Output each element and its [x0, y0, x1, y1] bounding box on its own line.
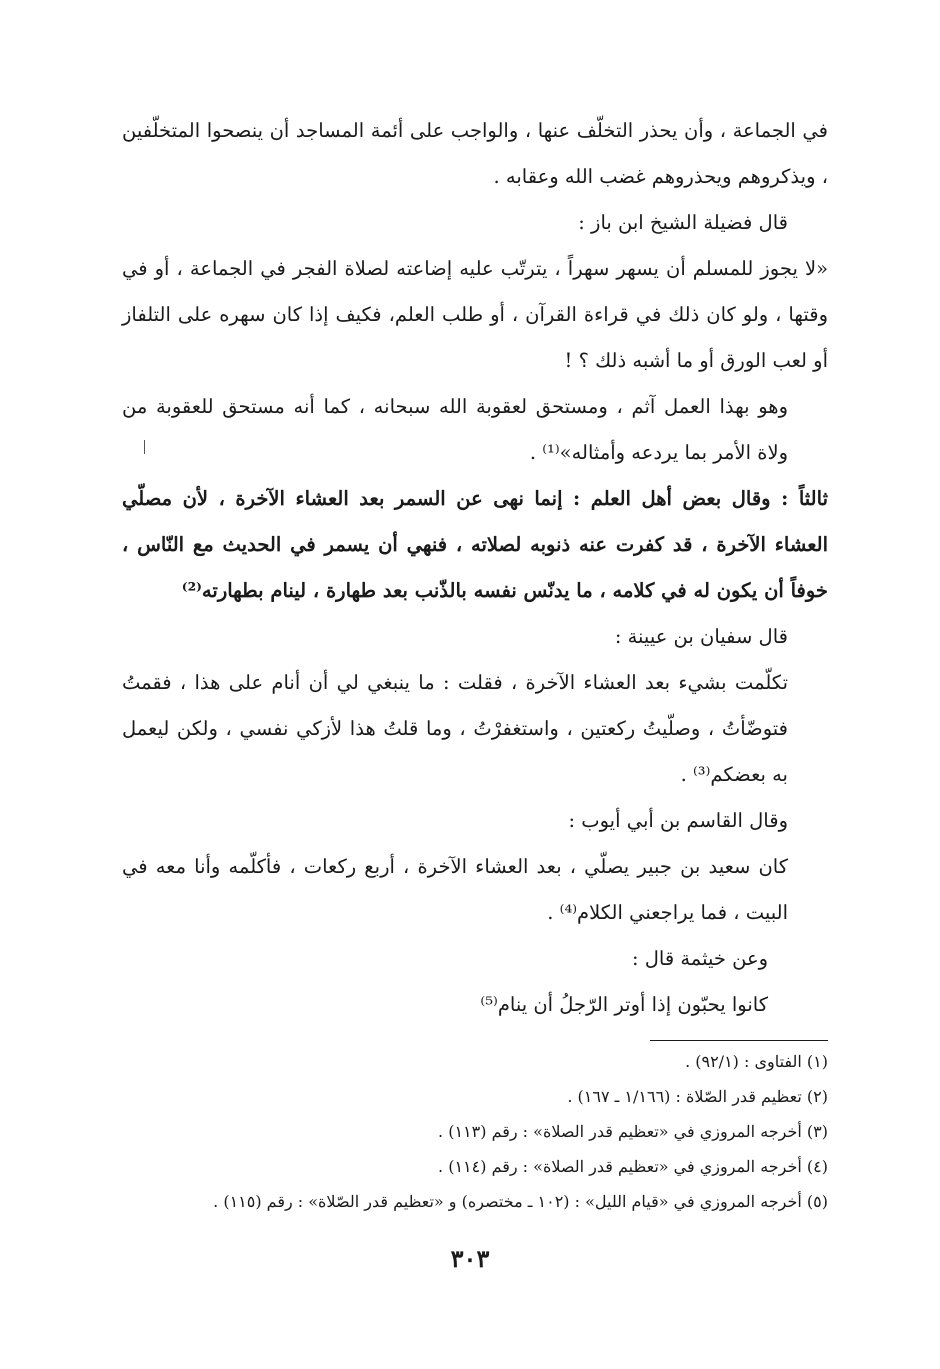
- footnote-4: (٤) أخرجه المروزي في «تعظيم قدر الصلاة» : رقم (١١٤) .: [438, 1157, 828, 1176]
- footnotes: [122, 1044, 828, 1219]
- main-text: [122, 108, 828, 1028]
- footnote-2: (٢) تعظيم قدر الصّلاة : (١/١٦٦ ـ ١٦٧) .: [567, 1087, 828, 1106]
- paragraph-ibn-baz-quote: «لا يجوز للمسلم أن يسهر سهراً ، يترتّب عليه إضاعته لصلاة الفجر في الجماعة ، أو في وقتها ، ولو كان ذلك في قراءة القرآن ، أو طلب العلم، فكيف إذا كان سهره على التلفاز أو لعب الورق أو ما أشبه ذلك ؟ !: [122, 257, 828, 372]
- footnote-1: (١) الفتاوى : (٩٢/١) .: [685, 1052, 828, 1071]
- paragraph-khaythama-intro: وعن خيثمة قال :: [631, 947, 768, 970]
- paragraph-sufyan-intro: قال سفيان بن عيينة :: [614, 625, 788, 648]
- paragraph-thirdly: ثالثاً : وقال بعض أهل العلم : إنما نهى عن السمر بعد العشاء الآخرة ، لأن مصلّي العشاء الآخرة ، قد كفرت عنه ذنوبه لصلاته ، فنهي أن يسمر في الحديث مع النّاس ، خوفاً أن يكون له في كلامه ، ما يدنّس نفسه بالذّنب بعد طهارة ، لينام بطهارته⁽²⁾: [122, 487, 828, 602]
- paragraph-qasim-intro: وقال القاسم بن أبي أيوب :: [568, 809, 788, 832]
- scan-mark: [144, 440, 145, 454]
- paragraph-congregation: في الجماعة ، وأن يحذر التخلّف عنها ، والواجب على أئمة المساجد أن ينصحوا المتخلّفين ، ويذكروهم ويحذروهم غضب الله وعقابه .: [122, 119, 828, 188]
- page-number: ٣٠٣: [450, 1244, 490, 1273]
- footnote-5: (٥) أخرجه المروزي في «قيام الليل» : (١٠٢ ـ مختصره) و «تعظيم قدر الصّلاة» : رقم (١١٥) .: [213, 1192, 828, 1211]
- paragraph-sufyan-quote: تكلّمت بشيء بعد العشاء الآخرة ، فقلت : ما ينبغي لي أن أنام على هذا ، فقمتُ فتوضّأتُ ، وصلّيتُ ركعتين ، واستغفرْتُ ، وما قلتُ هذا لأزكي نفسي ، ولكن ليعمل به بعضكم⁽³⁾ .: [122, 671, 788, 786]
- paragraph-said-quote: كان سعيد بن جبير يصلّي ، بعد العشاء الآخرة ، أربع ركعات ، فأكلّمه وأنا معه في البيت ، فما يراجعني الكلام⁽⁴⁾ .: [122, 855, 788, 924]
- footnote-separator: [650, 1040, 828, 1041]
- paragraph-sin-punishment: وهو بهذا العمل آثم ، ومستحق لعقوبة الله سبحانه ، كما أنه مستحق للعقوبة من ولاة الأمر بما يردعه وأمثاله»⁽¹⁾ .: [122, 395, 788, 464]
- footnote-3: (٣) أخرجه المروزي في «تعظيم قدر الصلاة» : رقم (١١٣) .: [438, 1122, 828, 1141]
- paragraph-khaythama-quote: كانوا يحبّون إذا أوتر الرّجلُ أن ينام⁽⁵⁾: [480, 993, 768, 1016]
- paragraph-ibn-baz-intro: قال فضيلة الشيخ ابن باز :: [578, 211, 788, 234]
